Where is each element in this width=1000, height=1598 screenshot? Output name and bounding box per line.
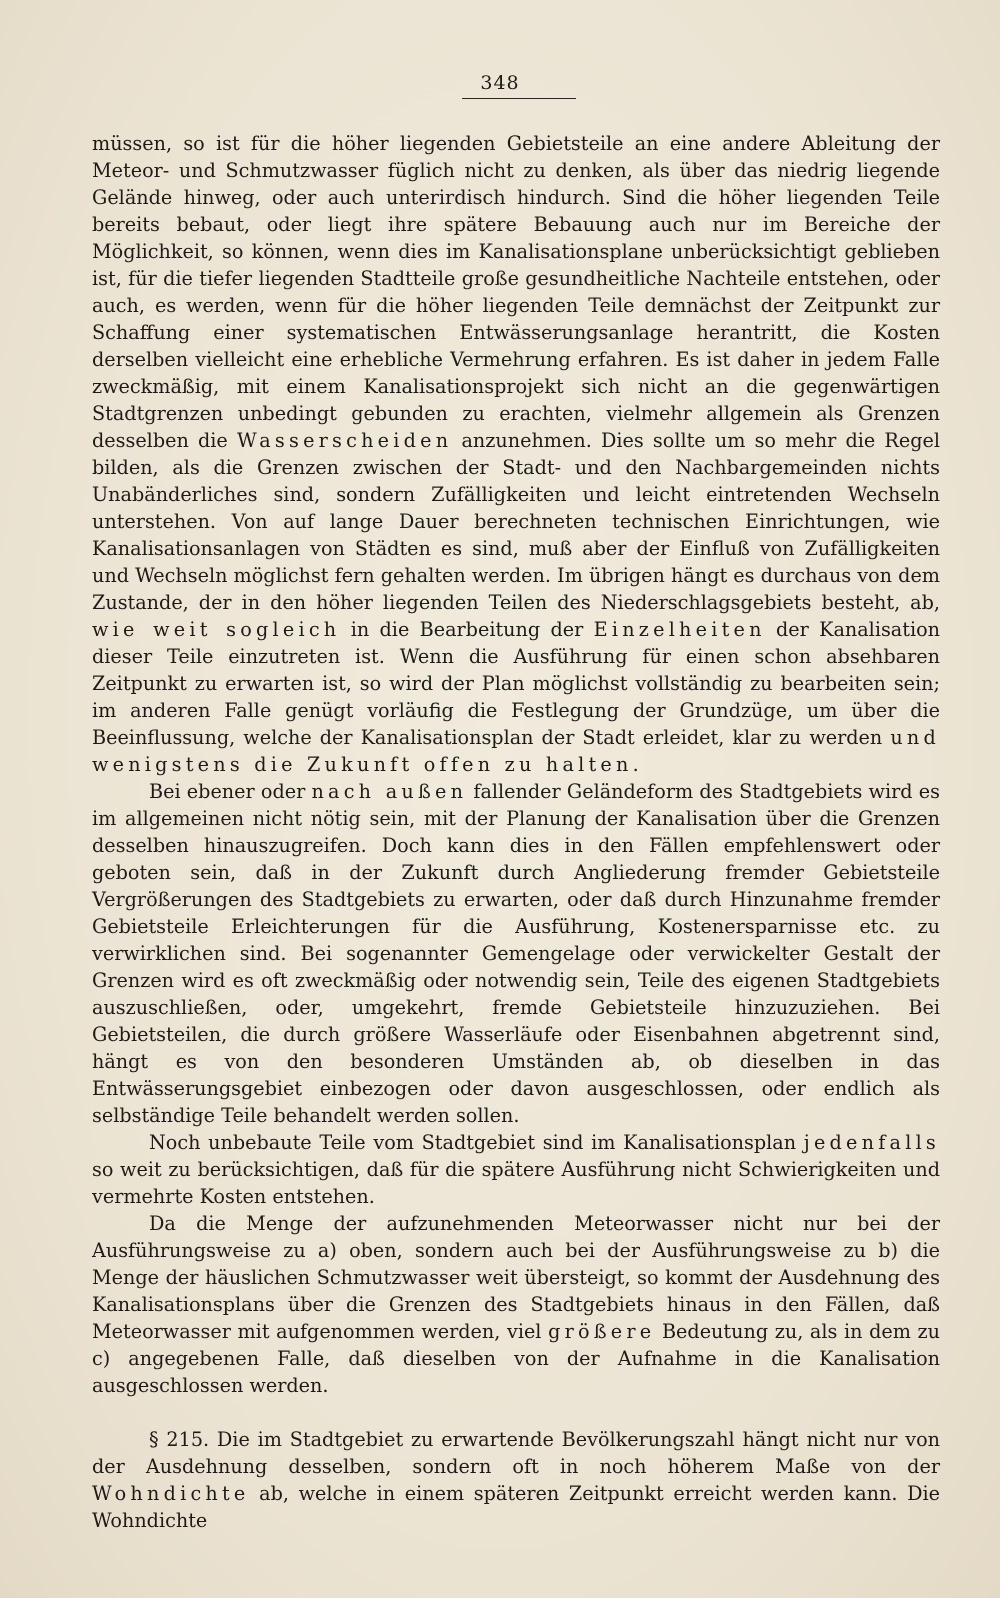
paragraph-1: müssen, so ist für die höher liegenden Gebietsteile an eine andere Ableitung der Meteor- und Schmutzwasser füglich nicht zu denken, als über das niedrig liegende Gelände hinweg, oder auch unterirdisch hindurch. Sind die höher liegenden Teile bereits bebaut, oder liegt ihre spätere Bebauung auch nur im Bereiche der Möglichkeit, so können, wenn dies im Kanalisationsplane unberücksichtigt geblieben ist, für die tiefer liegenden Stadtteile große gesundheitliche Nachteile entstehen, oder auch, es werden, wenn für die höher liegenden Teile demnächst der Zeitpunkt zur Schaffung einer systematischen Entwässerungsanlage herantritt, die Kosten derselben vielleicht eine erhebliche Vermehrung erfahren. Es ist daher in jedem Falle zweckmäßig, mit einem Kanalisationsprojekt sich nicht an die gegenwärtigen Stadtgrenzen unbedingt gebunden zu erachten, vielmehr allgemein als Grenzen desselben die Wasserscheiden anzunehmen. Dies sollte um so mehr die Regel bilden, als die Grenzen zwischen der Stadt- und den Nachbargemeinden nichts Unabänderliches sind, sondern Zufälligkeiten und leicht eintretenden Wechseln unterstehen. Von auf lange Dauer berechneten technischen Einrichtungen, wie Kanalisationsanlagen von Städten es sind, muß aber der Einfluß von Zufälligkeiten und Wechseln möglichst fern gehalten werden. Im übrigen hängt es durchaus von dem Zustande, der in den höher liegenden Teilen des Niederschlagsgebiets besteht, ab, wie weit sogleich in die Bearbeitung der Einzelheiten der Kanalisation dieser Teile einzutreten ist. Wenn die Ausführung für einen schon absehbaren Zeitpunkt zu erwarten ist, so wird der Plan möglichst vollständig zu bearbeiten sein; im anderen Falle genügt vorläufig die Festlegung der Grundzüge, um über die Beeinflussung, welche der Kanalisationsplan der Stadt erleidet, klar zu werden und wenigstens die Zukunft offen zu halten.: [92, 132, 940, 776]
spaced-emphasis: größere: [548, 1320, 656, 1343]
paragraph-4: Da die Menge der aufzunehmenden Meteorwasser nicht nur bei der Ausführungsweise zu a) oben, sondern auch bei der Ausführungsweise zu b) die Menge der häuslichen Schmutzwasser weit übersteigt, so kommt der Ausdehnung des Kanalisationsplans über die Grenzen des Stadtgebiets hinaus in den Fällen, daß Meteorwasser mit aufgenommen werden, viel größere Bedeutung zu, als in dem zu c) angegebenen Falle, daß dieselben von der Aufnahme in die Kanalisation ausgeschlossen werden.: [92, 1212, 940, 1397]
spaced-emphasis: Einzelheiten: [593, 618, 766, 641]
page-number: 348: [480, 72, 520, 94]
spaced-emphasis: Wasserscheiden: [236, 429, 453, 452]
spaced-emphasis: jedenfalls: [803, 1131, 940, 1154]
paragraph-section-215: § 215. Die im Stadtgebiet zu erwartende Bevölkerungszahl hängt nicht nur von der Ausdehnung desselben, sondern oft in noch höherem Maße von der Wohndichte ab, welche in einem späteren Zeitpunkt erreicht werden kann. Die Wohndichte: [92, 1428, 940, 1532]
spaced-emphasis: Wohndichte: [92, 1482, 250, 1505]
header-rule: [462, 98, 576, 99]
paragraph-3: Noch unbebaute Teile vom Stadtgebiet sind im Kanalisationsplan jedenfalls so weit zu berücksichtigen, daß für die spätere Ausführung nicht Schwierigkeiten und vermehrte Kosten entstehen.: [92, 1131, 940, 1208]
spaced-emphasis: wie weit sogleich: [92, 618, 341, 641]
paragraph-2: Bei ebener oder nach außen fallender Geländeform des Stadtgebiets wird es im allgemeinen nicht nötig sein, mit der Planung der Kanalisation über die Grenzen desselben hinauszugreifen. Doch kann dies in den Fällen empfehlenswert oder geboten sein, daß in der Zukunft durch Angliederung fremder Gebietsteile Vergrößerungen des Stadtgebiets zu erwarten, oder daß durch Hinzunahme fremder Gebietsteile Erleichterungen für die Ausführung, Kostenersparnisse etc. zu verwirklichen sind. Bei sogenannter Gemengelage oder verwickelter Gestalt der Grenzen wird es oft zweckmäßig oder notwendig sein, Teile des eigenen Stadtgebiets auszuschließen, oder, umgekehrt, fremde Gebietsteile hinzuzuziehen. Bei Gebietsteilen, die durch größere Wasserläufe oder Eisenbahnen abgetrennt sind, hängt es von den besonderen Umständen ab, ob dieselben in das Entwässerungsgebiet einbezogen oder davon ausgeschlossen, oder endlich als selbständige Teile behandelt werden sollen.: [92, 780, 940, 1127]
spaced-emphasis: nach außen: [311, 780, 468, 803]
spaced-emphasis: und wenigstens die Zukunft offen zu halten.: [92, 726, 940, 776]
body-text: [92, 130, 940, 1534]
